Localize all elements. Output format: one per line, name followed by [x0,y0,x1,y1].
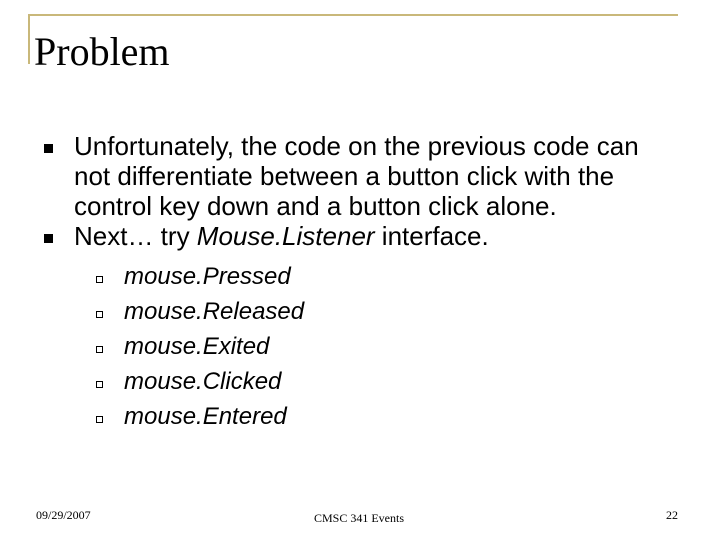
sub-bullet-text: mouse.Exited [124,332,270,360]
hollow-square-bullet-icon [96,276,103,283]
bullet-item [44,221,684,251]
sub-bullet-item [96,364,684,399]
sub-bullet-text: mouse.Pressed [124,262,291,290]
bullet-text-suffix: interface. [374,221,489,251]
sub-bullet-text: mouse.Released [124,297,305,325]
sub-bullet-list [96,259,684,434]
sub-bullet-text: mouse.Clicked [124,367,282,395]
sub-bullet-item [96,259,684,294]
bullet-item [44,131,684,221]
bullet-list [44,131,684,434]
bullet-text [74,221,674,251]
slide-title: Problem [34,29,170,74]
sub-bullet-item [96,329,684,364]
sub-bullet-item [96,399,684,434]
bullet-text: Unfortunately, the code on the previous code can not differentiate between a button click with the control key down and a button click alone. [74,131,639,221]
title-frame-top-rule [28,14,678,16]
hollow-square-bullet-icon [96,346,103,353]
footer-page-number: 22 [666,508,678,522]
bullet-text-lead: Next… try [74,221,197,251]
title-frame-left-rule [28,14,30,64]
sub-bullet-item [96,294,684,329]
footer-date: 09/29/2007 [36,508,91,522]
hollow-square-bullet-icon [96,416,103,423]
sub-bullet-text: mouse.Entered [124,402,287,430]
footer-course: CMSC 341 Events [314,511,405,525]
square-bullet-icon [44,144,53,153]
hollow-square-bullet-icon [96,311,103,318]
bullet-text-emphasis: Mouse.Listener [196,221,375,251]
hollow-square-bullet-icon [96,381,103,388]
square-bullet-icon [44,234,53,243]
